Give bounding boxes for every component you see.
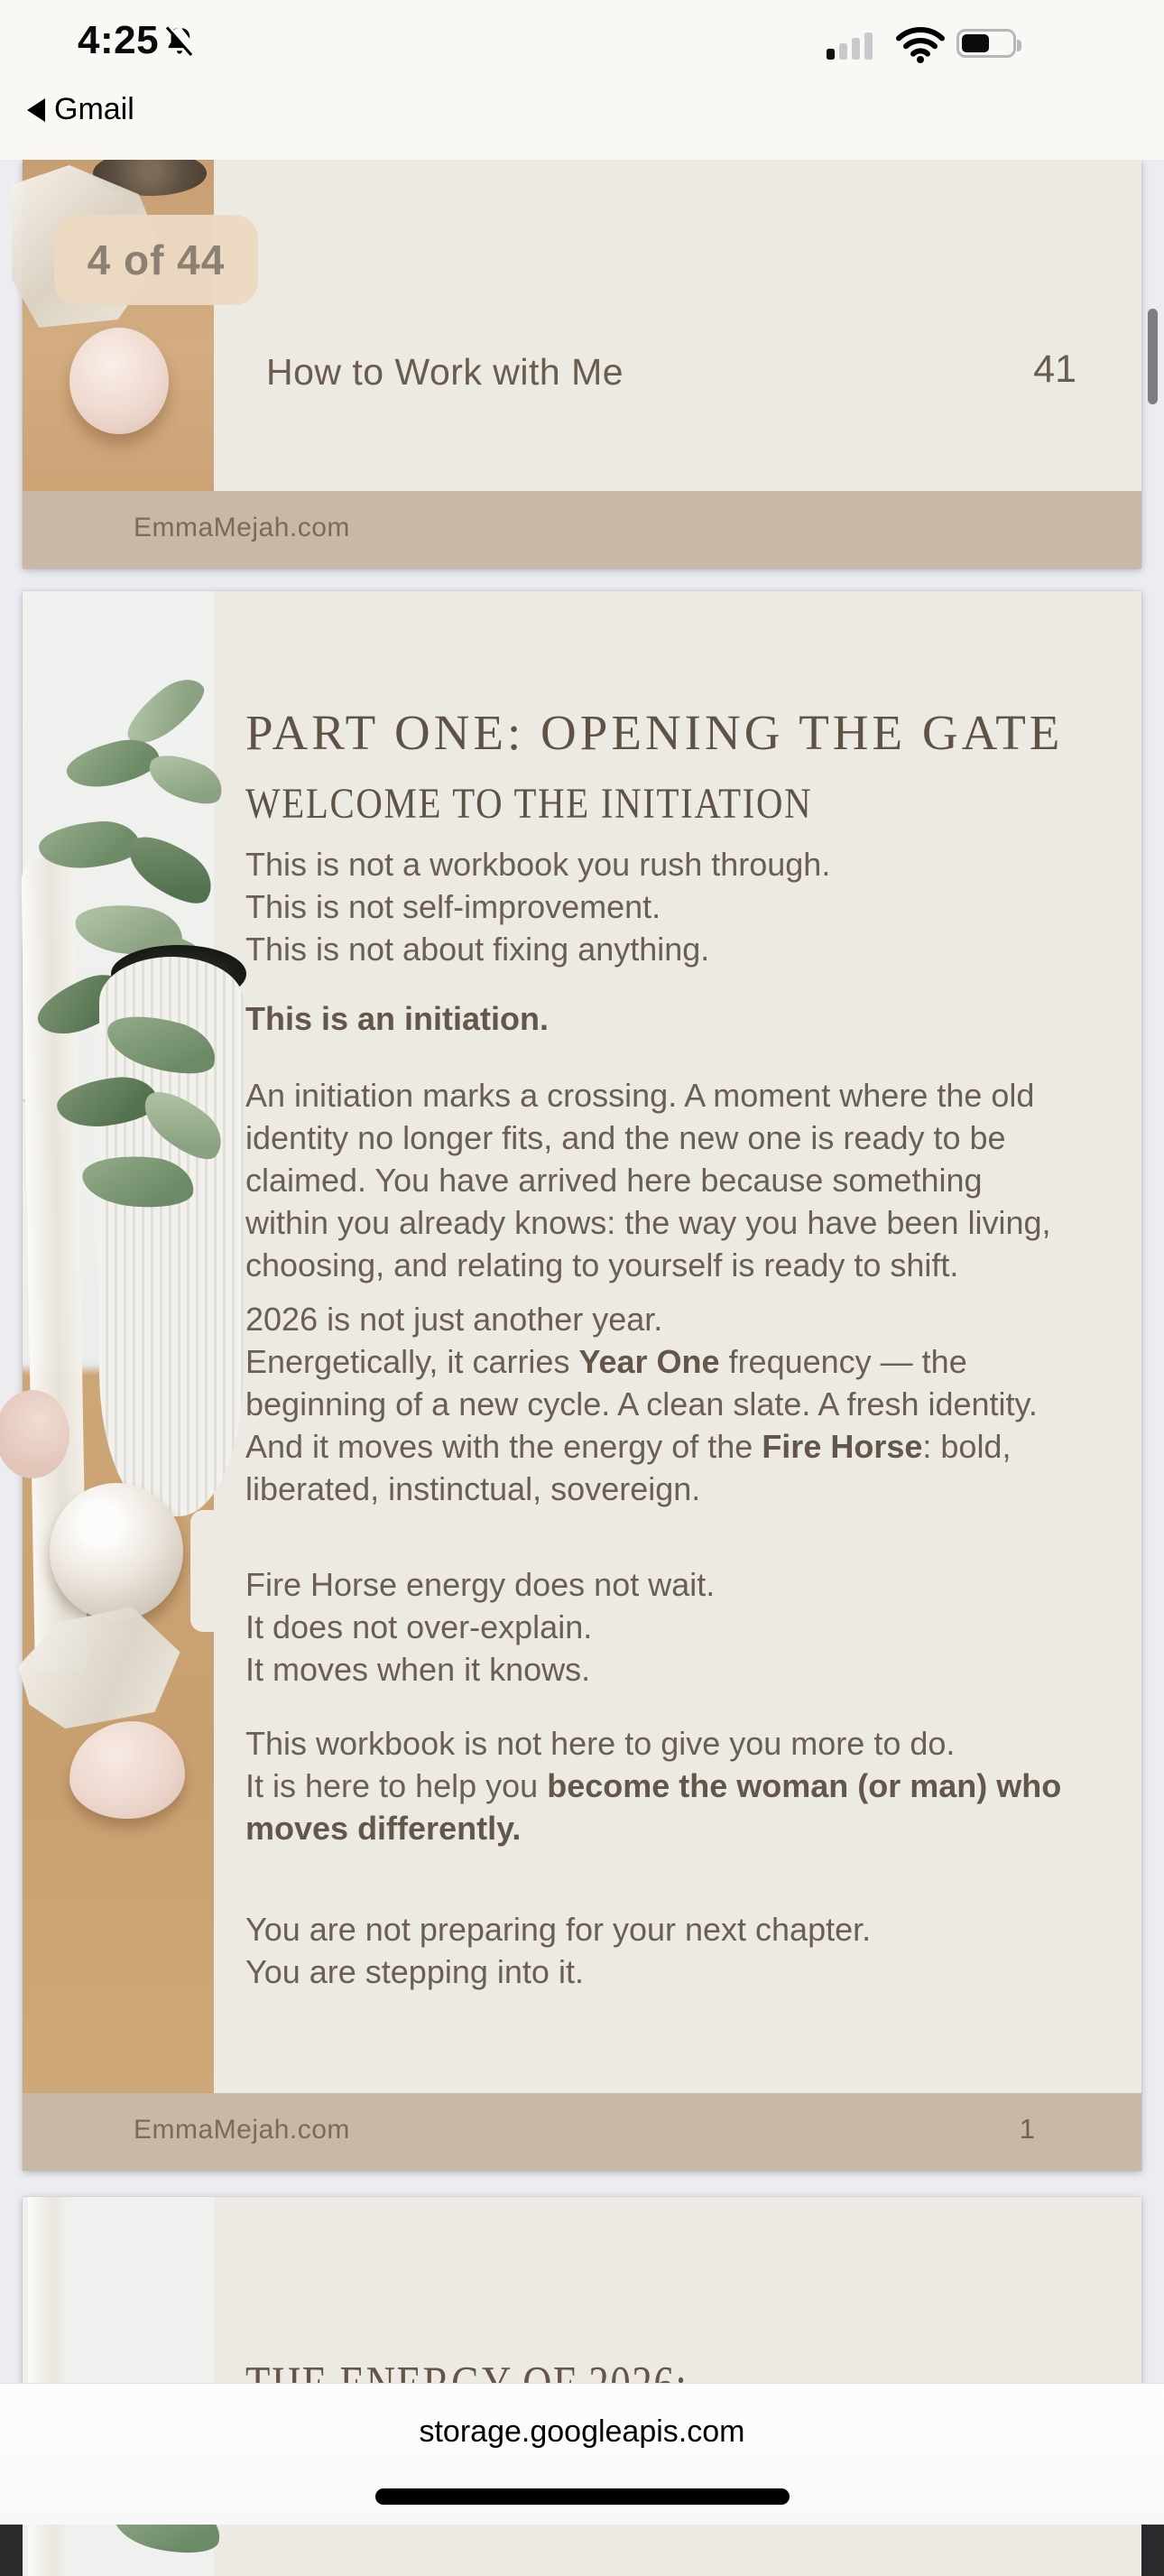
selenite-cylinder: [190, 1510, 245, 1632]
pdf-page-1: [23, 591, 1141, 2171]
crystals-on-wood-photo: [23, 160, 214, 491]
welcome-subtitle: WELCOME TO THE INITIATION: [245, 779, 813, 828]
home-indicator[interactable]: [375, 2488, 790, 2505]
cellular-signal-icon: [827, 31, 882, 60]
pdf-viewer[interactable]: [0, 160, 1164, 2383]
body-paragraph: This is not a workbook you rush through. This is not self-improvement. This is not about fixing anything.: [245, 846, 831, 968]
back-chevron-icon: [27, 98, 45, 122]
back-to-gmail-button[interactable]: [27, 92, 134, 127]
plant-leaf: [62, 734, 162, 794]
page-header-title: How to Work with Me: [266, 351, 624, 393]
plant-and-crystals-photo: [23, 591, 214, 2093]
part-one-title: PART ONE: OPENING THE GATE: [245, 704, 1064, 760]
body-paragraph: This is an initiation.: [245, 1000, 550, 1037]
body-paragraph: An initiation marks a crossing. A moment where the old identity no longer fits, and the new one is ready to be claimed. You have arrived here because something within you already knows: the way you have been living, choosing, and relating to yourself is ready to shift.: [245, 1077, 1051, 1283]
safari-bottom-bar: [0, 2383, 1164, 2525]
battery-cap: [1017, 40, 1021, 51]
url-bar[interactable]: storage.googleapis.com: [419, 2414, 745, 2449]
clear-quartz-sphere: [50, 1483, 183, 1620]
body-paragraph: 2026 is not just another year. Energetically, it carries Year One frequency — the beginning of a new cycle. A clean slate. A fresh identity. And it moves with the energy of the Fire Horse: bold, liberated, instinctual, sovereign.: [245, 1301, 1038, 1507]
scrollbar-thumb[interactable]: [1148, 309, 1158, 404]
page-header-number: 41: [1033, 347, 1076, 391]
battery-icon: [956, 29, 1016, 58]
body-paragraph: Fire Horse energy does not wait. It does not over-explain. It moves when it knows.: [245, 1566, 716, 1688]
page-count-label: 4 of 44: [87, 236, 226, 283]
footer-page-number: 1: [1019, 2113, 1035, 2145]
bell-slash-icon: [161, 23, 199, 61]
battery-fill: [962, 34, 989, 52]
footer-site-text: EmmaMejah.com: [134, 513, 350, 542]
status-bar: [0, 0, 1164, 160]
body-paragraph: You are not preparing for your next chapter. You are stepping into it.: [245, 1911, 872, 1990]
page-footer-bar: [23, 2093, 1141, 2171]
rose-quartz-ball: [69, 328, 169, 434]
plant-leaf: [37, 819, 141, 871]
footer-site-text: EmmaMejah.com: [134, 2115, 350, 2145]
wifi-icon: [895, 27, 946, 63]
status-time: 4:25: [78, 18, 160, 62]
rose-quartz-stone: [69, 1721, 185, 1819]
page-count-badge: [54, 215, 258, 305]
page-footer-bar: [23, 491, 1141, 569]
body-paragraph: This workbook is not here to give you more to do. It is here to help you become the woman (or man) who moves differently.: [245, 1725, 1062, 1847]
back-label: Gmail: [54, 92, 134, 126]
